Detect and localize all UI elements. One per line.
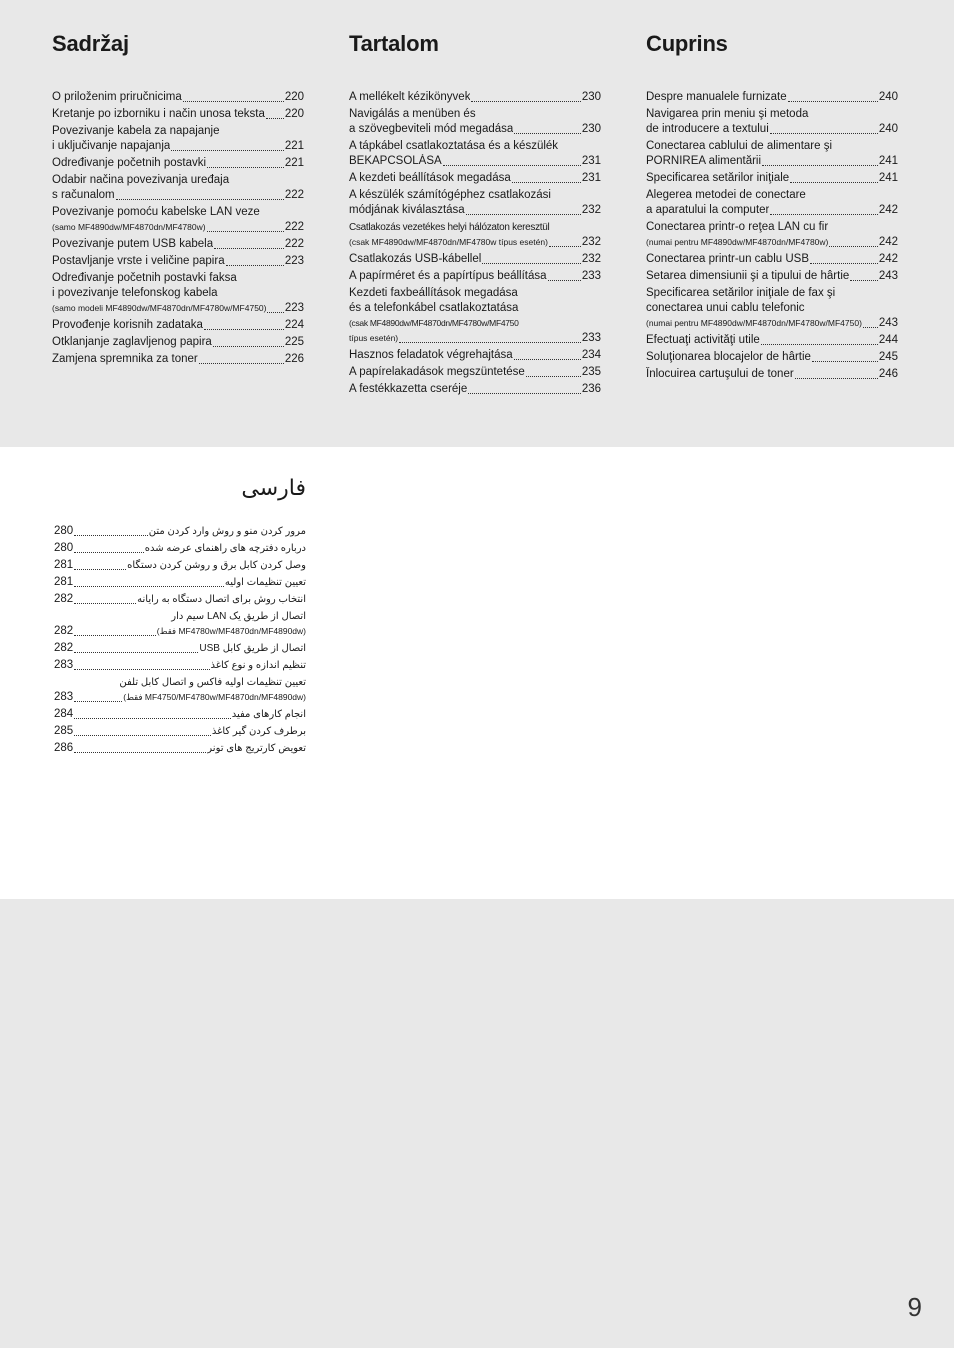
toc-page-number: 280 xyxy=(54,525,74,537)
toc-entry-label-line: Povezivanje kabela za napajanje xyxy=(52,125,220,137)
toc-entry-line xyxy=(52,254,304,269)
toc-entry-label: Povezivanje putem USB kabela xyxy=(52,238,214,250)
dot-leader xyxy=(790,181,878,183)
toc-entry-line xyxy=(52,301,304,316)
toc-entry[interactable] xyxy=(646,269,898,284)
toc-entry-label: Određivanje početnih postavki xyxy=(52,157,207,169)
toc-title-hungarian: Tartalom xyxy=(349,31,439,56)
toc-entry[interactable] xyxy=(52,205,304,235)
toc-entry-label: típus esetén) xyxy=(349,333,399,343)
dot-leader xyxy=(74,700,122,702)
toc-entry-label-line: Povezivanje pomoću kabelske LAN veze xyxy=(52,206,260,218)
dot-leader xyxy=(266,117,284,119)
toc-entry-line xyxy=(54,558,306,573)
toc-entry-label: Hasznos feladatok végrehajtása xyxy=(349,349,513,361)
dot-leader xyxy=(526,375,581,377)
toc-page-number: 220 xyxy=(284,108,304,120)
toc-entry-label: s računalom xyxy=(52,189,115,201)
toc-entry[interactable] xyxy=(349,348,601,363)
dot-leader xyxy=(762,164,878,166)
toc-entry-label-line: A készülék számítógéphez csatlakozási xyxy=(349,189,551,201)
dot-leader xyxy=(74,534,148,536)
toc-page-number: 232 xyxy=(581,253,601,265)
toc-entry-line xyxy=(646,171,898,186)
toc-entry-label-line: Kezdeti faxbeállítások megadása xyxy=(349,287,518,299)
toc-page-number: 223 xyxy=(284,302,304,314)
dot-leader xyxy=(770,213,877,215)
toc-entry-label: A festékkazetta cseréje xyxy=(349,383,468,395)
toc-entry-label-line: conectarea unui cablu telefonic xyxy=(646,302,805,314)
toc-entry-line xyxy=(646,235,898,250)
toc-page-number: 282 xyxy=(54,642,74,654)
toc-entry-list xyxy=(349,90,601,397)
toc-entry-line xyxy=(349,235,601,250)
toc-entry-label: i uključivanje napajanja xyxy=(52,140,171,152)
toc-hungarian xyxy=(349,30,601,399)
toc-page-number: 241 xyxy=(878,172,898,184)
toc-entry-line xyxy=(646,203,898,218)
toc-entry-line xyxy=(349,171,601,186)
toc-entry-line xyxy=(54,524,306,539)
toc-entry-line xyxy=(54,658,306,673)
toc-page-number: 223 xyxy=(284,255,304,267)
toc-entry-line xyxy=(349,348,601,363)
toc-entry-label: (samo MF4890dw/MF4870dn/MF4780w) xyxy=(52,222,206,232)
toc-page-number: 246 xyxy=(878,368,898,380)
toc-page-number: 243 xyxy=(878,317,898,329)
dot-leader xyxy=(810,262,878,264)
toc-entry-label: (samo modeli MF4890dw/MF4870dn/MF4780w/MF4750) xyxy=(52,303,267,313)
toc-entry-label: A mellékelt kézikönyvek xyxy=(349,91,471,103)
toc-persian xyxy=(54,474,306,758)
toc-entry[interactable] xyxy=(52,124,304,154)
toc-page-number: 242 xyxy=(878,253,898,265)
toc-entry-line xyxy=(646,367,898,382)
toc-entry-label: تعویض کارتریج های تونر xyxy=(207,743,306,754)
toc-entry-label: Specificarea setărilor iniţiale xyxy=(646,172,790,184)
toc-entry[interactable] xyxy=(646,367,898,382)
toc-page-number: 232 xyxy=(581,236,601,248)
toc-entry-line xyxy=(54,575,306,590)
toc-entry-label: Provođenje korisnih zadataka xyxy=(52,319,203,331)
dot-leader xyxy=(482,262,581,264)
dot-leader xyxy=(466,213,581,215)
toc-page-number: 231 xyxy=(581,172,601,184)
toc-entry-label-line: Csatlakozás vezetékes helyi hálózaton keresztül xyxy=(349,222,550,233)
toc-entry-label: BEKAPCSOLÁSA xyxy=(349,155,442,167)
toc-page-number: 222 xyxy=(284,189,304,201)
dot-leader xyxy=(204,328,284,330)
toc-entry[interactable] xyxy=(54,741,306,756)
toc-entry-label: PORNIREA alimentării xyxy=(646,155,762,167)
toc-entry[interactable] xyxy=(349,365,601,380)
toc-page-number: 231 xyxy=(581,155,601,167)
toc-entry-label-line: Određivanje početnih postavki faksa xyxy=(52,272,237,284)
toc-title-persian: فارسی xyxy=(241,475,306,500)
toc-entry-line xyxy=(52,90,304,105)
toc-page-number: 283 xyxy=(54,691,74,703)
toc-entry[interactable] xyxy=(349,220,601,250)
toc-entry[interactable] xyxy=(54,641,306,656)
toc-page-number: 221 xyxy=(284,157,304,169)
toc-page-number: 281 xyxy=(54,559,74,571)
toc-entry-line xyxy=(52,156,304,171)
toc-entry-label: A papírelakadások megszüntetése xyxy=(349,366,525,378)
toc-page-number: 282 xyxy=(54,625,74,637)
toc-entry[interactable] xyxy=(54,658,306,673)
dot-leader xyxy=(74,751,206,753)
dot-leader xyxy=(548,279,581,281)
toc-entry-label: Csatlakozás USB-kábellel xyxy=(349,253,482,265)
toc-entry[interactable] xyxy=(54,724,306,739)
toc-entry[interactable] xyxy=(54,675,306,705)
toc-entry-label-line: اتصال از طریق یک LAN سیم دار xyxy=(171,611,306,622)
toc-entry-line xyxy=(349,154,601,169)
dot-leader xyxy=(443,164,581,166)
toc-entry-label: Zamjena spremnika za toner xyxy=(52,353,198,365)
toc-entry-line xyxy=(646,269,898,284)
dot-leader xyxy=(199,362,284,364)
toc-entry-label: Efectuaţi activităţi utile xyxy=(646,334,760,346)
toc-entry[interactable] xyxy=(646,350,898,365)
toc-page-number: 233 xyxy=(581,332,601,344)
toc-entry[interactable] xyxy=(349,252,601,267)
toc-entry-line xyxy=(54,592,306,607)
toc-entry-label: a szövegbeviteli mód megadása xyxy=(349,123,514,135)
toc-entry-line xyxy=(646,333,898,348)
dot-leader xyxy=(116,198,284,200)
toc-entry-line xyxy=(52,139,304,154)
toc-entry-line xyxy=(349,122,601,137)
toc-entry-label: انتخاب روش برای اتصال دستگاه به رایانه xyxy=(137,594,306,605)
toc-entry-label: تعیین تنظیمات اولیه xyxy=(224,577,306,588)
toc-entry-label: Despre manualele furnizate xyxy=(646,91,787,103)
toc-page-number: 283 xyxy=(54,659,74,671)
toc-entry-label: Otklanjanje zaglavljenog papira xyxy=(52,336,212,348)
toc-entry-label-line: és a telefonkábel csatlakoztatása xyxy=(349,302,519,314)
dot-leader xyxy=(549,245,581,247)
dot-leader xyxy=(74,634,156,636)
dot-leader xyxy=(850,279,878,281)
toc-page-number: 280 xyxy=(54,542,74,554)
dot-leader xyxy=(213,345,284,347)
toc-entry-label: (numai pentru MF4890dw/MF4870dn/MF4780w/MF4750) xyxy=(646,318,862,328)
toc-entry-line xyxy=(646,350,898,365)
dot-leader xyxy=(214,247,284,249)
page-number: 9 xyxy=(907,1292,922,1322)
toc-entry-line xyxy=(646,316,898,331)
toc-entry[interactable] xyxy=(54,541,306,556)
toc-page-number: 281 xyxy=(54,576,74,588)
toc-entry-label-line: Conectarea printr-o reţea LAN cu fir xyxy=(646,221,829,233)
toc-entry-label-line: Alegerea metodei de conectare xyxy=(646,189,806,201)
toc-entry-line xyxy=(349,382,601,397)
toc-entry[interactable] xyxy=(54,609,306,639)
toc-entry[interactable] xyxy=(54,592,306,607)
toc-entry-line xyxy=(349,269,601,284)
toc-entry[interactable] xyxy=(52,254,304,269)
toc-entry-line xyxy=(52,318,304,333)
toc-page-number: 224 xyxy=(284,319,304,331)
toc-entry-line xyxy=(646,252,898,267)
toc-entry-label-line: (csak MF4890dw/MF4870dn/MF4780w/MF4750 xyxy=(349,318,519,328)
toc-entry-label: O priloženim priručnicima xyxy=(52,91,182,103)
toc-page-number: 221 xyxy=(284,140,304,152)
dot-leader xyxy=(468,392,581,394)
toc-page-number: 234 xyxy=(581,349,601,361)
toc-page-number: 244 xyxy=(878,334,898,346)
toc-page-number: 242 xyxy=(878,204,898,216)
toc-entry-label: módjának kiválasztása xyxy=(349,204,465,216)
toc-entry[interactable] xyxy=(54,575,306,590)
toc-page-number: 230 xyxy=(581,91,601,103)
toc-title-romanian: Cuprins xyxy=(646,31,728,56)
toc-entry-label: Setarea dimensiunii şi a tipului de hârtie xyxy=(646,270,850,282)
toc-entry[interactable] xyxy=(52,237,304,252)
toc-entry[interactable] xyxy=(52,318,304,333)
toc-entry-line xyxy=(349,365,601,380)
dot-leader xyxy=(207,166,284,168)
toc-page-number: 220 xyxy=(284,91,304,103)
dot-leader xyxy=(788,100,878,102)
toc-entry-label: (فقط MF4750/MF4780w/MF4870dn/MF4890dw) xyxy=(123,692,306,702)
toc-page-number: 245 xyxy=(878,351,898,363)
toc-entry-line xyxy=(54,541,306,556)
toc-entry-label: (فقط MF4780w/MF4870dn/MF4890dw) xyxy=(156,626,306,636)
dot-leader xyxy=(74,568,126,570)
toc-entry[interactable] xyxy=(349,188,601,218)
toc-entry-line xyxy=(54,624,306,639)
dot-leader xyxy=(512,181,581,183)
dot-leader xyxy=(267,311,283,313)
dot-leader xyxy=(74,734,211,736)
toc-entry-label: وصل کردن کابل برق و روشن کردن دستگاه xyxy=(127,560,306,571)
toc-entry-label-line: Conectarea cablului de alimentare şi xyxy=(646,140,833,152)
toc-entry-label: A papírméret és a papírtípus beállítása xyxy=(349,270,547,282)
toc-entry[interactable] xyxy=(646,171,898,186)
toc-entry[interactable] xyxy=(54,558,306,573)
toc-croatian xyxy=(52,30,304,369)
toc-entry[interactable] xyxy=(646,139,898,169)
toc-entry-label: انجام کارهای مفید xyxy=(231,709,306,720)
dot-leader xyxy=(226,264,284,266)
toc-entry[interactable] xyxy=(52,335,304,350)
toc-entry-label: اتصال از طریق کابل USB xyxy=(199,643,306,654)
toc-entry-line xyxy=(52,107,304,122)
toc-entry[interactable] xyxy=(52,107,304,122)
toc-entry-line xyxy=(349,203,601,218)
toc-entry-list xyxy=(54,524,306,756)
toc-page-number: 284 xyxy=(54,708,74,720)
toc-entry[interactable] xyxy=(646,333,898,348)
toc-entry[interactable] xyxy=(349,286,601,346)
toc-entry-label: A kezdeti beállítások megadása xyxy=(349,172,511,184)
toc-entry[interactable] xyxy=(349,382,601,397)
toc-entry-label: Postavljanje vrste i veličine papira xyxy=(52,255,225,267)
toc-page-number: 222 xyxy=(284,238,304,250)
toc-entry[interactable] xyxy=(646,107,898,137)
toc-entry-line xyxy=(52,237,304,252)
toc-entry-label: درباره دفترچه های راهنمای عرضه شده xyxy=(144,543,306,554)
toc-entry[interactable] xyxy=(349,269,601,284)
toc-entry-line xyxy=(646,122,898,137)
toc-page-number: 242 xyxy=(878,236,898,248)
toc-entry-label-line: Odabir načina povezivanja uređaja xyxy=(52,174,230,186)
toc-entry-label: تنظیم اندازه و نوع کاغذ xyxy=(210,660,306,671)
toc-entry-label: de introducere a textului xyxy=(646,123,769,135)
toc-entry-line xyxy=(54,707,306,722)
toc-entry-label: Kretanje po izborniku i način unosa teksta xyxy=(52,108,265,120)
dot-leader xyxy=(74,717,231,719)
dot-leader xyxy=(74,651,198,653)
toc-page-number: 240 xyxy=(878,91,898,103)
toc-entry[interactable] xyxy=(646,220,898,250)
toc-entry-line xyxy=(349,331,601,346)
toc-entry-label-line: Navigarea prin meniu şi metoda xyxy=(646,108,809,120)
toc-entry[interactable] xyxy=(646,252,898,267)
toc-entry-label-line: i povezivanje telefonskog kabela xyxy=(52,287,218,299)
toc-entry-label: Conectarea printr-un cablu USB xyxy=(646,253,809,265)
dot-leader xyxy=(74,668,209,670)
toc-page-number: 232 xyxy=(581,204,601,216)
toc-entry-label: برطرف کردن گیر کاغذ xyxy=(211,726,306,737)
toc-entry-label: (numai pentru MF4890dw/MF4870dn/MF4780w) xyxy=(646,237,829,247)
toc-entry-label-line: تعیین تنظیمات اولیه فاکس و اتصال کابل تلفن xyxy=(119,677,306,688)
toc-entry-line xyxy=(54,724,306,739)
toc-entry[interactable] xyxy=(646,286,898,331)
toc-page-number: 230 xyxy=(581,123,601,135)
toc-page-number: 243 xyxy=(878,270,898,282)
toc-entry-label-line: Specificarea setărilor iniţiale de fax şi xyxy=(646,287,836,299)
toc-entry-line xyxy=(52,335,304,350)
toc-entry-label: a aparatului la computer xyxy=(646,204,770,216)
toc-romanian xyxy=(646,30,898,384)
toc-title-croatian: Sadržaj xyxy=(52,31,129,56)
toc-entry-line xyxy=(349,90,601,105)
toc-page-number: 282 xyxy=(54,593,74,605)
toc-entry-label: (csak MF4890dw/MF4870dn/MF4780w típus esetén) xyxy=(349,237,548,247)
toc-entry-label: Înlocuirea cartuşului de toner xyxy=(646,368,794,380)
toc-entry[interactable] xyxy=(52,271,304,316)
toc-entry-list xyxy=(646,90,898,382)
dot-leader xyxy=(863,326,878,328)
dot-leader xyxy=(74,602,136,604)
dot-leader xyxy=(795,377,878,379)
toc-page-number: 222 xyxy=(284,221,304,233)
toc-entry[interactable] xyxy=(54,707,306,722)
dot-leader xyxy=(171,149,284,151)
toc-entry-list xyxy=(52,90,304,367)
dot-leader xyxy=(514,132,581,134)
dot-leader xyxy=(399,341,581,343)
toc-entry-line xyxy=(54,690,306,705)
toc-page-number: 286 xyxy=(54,742,74,754)
toc-page-number: 235 xyxy=(581,366,601,378)
toc-entry-label: مرور کردن منو و روش وارد کردن متن xyxy=(148,526,306,537)
toc-entry-line xyxy=(349,252,601,267)
toc-entry-line xyxy=(646,154,898,169)
toc-page-number: 240 xyxy=(878,123,898,135)
dot-leader xyxy=(514,358,581,360)
toc-entry-line xyxy=(646,90,898,105)
toc-entry[interactable] xyxy=(349,171,601,186)
toc-page-number: 233 xyxy=(581,270,601,282)
dot-leader xyxy=(74,551,144,553)
bottom-band xyxy=(0,899,954,1348)
toc-entry[interactable] xyxy=(52,156,304,171)
toc-page-number: 285 xyxy=(54,725,74,737)
dot-leader xyxy=(74,585,224,587)
toc-entry-label-line: Navigálás a menüben és xyxy=(349,108,476,120)
toc-entry[interactable] xyxy=(646,188,898,218)
toc-entry-label: Soluţionarea blocajelor de hârtie xyxy=(646,351,811,363)
toc-entry[interactable] xyxy=(349,107,601,137)
toc-entry-label-line: A tápkábel csatlakoztatása és a készülék xyxy=(349,140,559,152)
toc-entry[interactable] xyxy=(52,352,304,367)
toc-entry[interactable] xyxy=(349,139,601,169)
toc-entry-line xyxy=(52,188,304,203)
dot-leader xyxy=(812,360,878,362)
dot-leader xyxy=(207,230,284,232)
toc-entry-line xyxy=(54,741,306,756)
toc-entry[interactable] xyxy=(349,90,601,105)
toc-entry[interactable] xyxy=(52,90,304,105)
toc-entry-line xyxy=(52,352,304,367)
toc-entry[interactable] xyxy=(52,173,304,203)
toc-page-number: 226 xyxy=(284,353,304,365)
toc-entry-line xyxy=(52,220,304,235)
dot-leader xyxy=(829,245,877,247)
toc-page-number: 241 xyxy=(878,155,898,167)
toc-page-number: 225 xyxy=(284,336,304,348)
dot-leader xyxy=(761,343,878,345)
toc-page-number: 236 xyxy=(581,383,601,395)
dot-leader xyxy=(183,100,284,102)
toc-entry[interactable] xyxy=(54,524,306,539)
dot-leader xyxy=(471,100,580,102)
toc-entry-line xyxy=(54,641,306,656)
toc-entry[interactable] xyxy=(646,90,898,105)
dot-leader xyxy=(770,132,878,134)
